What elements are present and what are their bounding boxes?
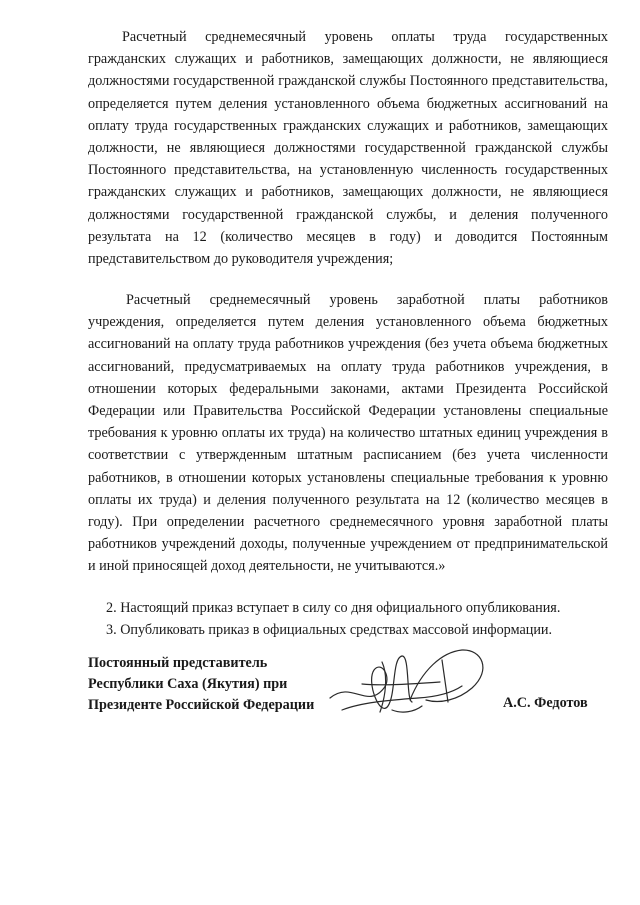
signatory-title-line-1: Постоянный представитель (88, 655, 268, 671)
handwritten-signature (322, 640, 497, 725)
paragraph-salary-institution-workers: Расчетный среднемесячный уровень заработной платы работников учреждения, определяется путем деления установленного объема бюджетных ассигнований на оплату труда работников учреждения (без учета объема бюджетных ассигнований, предусматриваемых на оплату труда работников учреждения, в отношении которых федеральными законами, актами Президента Российской Федерации или Правительства Российской Федерации установлены специальные требования к уровню оплаты их труда) на количество штатных единиц учреждения в соответствии с утвержденным штатным расписанием (без учета численности работников, в отношении которых установлены специальные требования к уровню оплаты их труда) и деления полученного результата на 12 (количество месяцев в году). При определении расчетного среднемесячного уровня заработной платы работников учреждений доходы, полученные учреждением от предпринимательской и иной приносящей доход деятельности, не учитываются.» (88, 292, 608, 575)
list-item-publication: 3. Опубликовать приказ в официальных средствах массовой информации. (106, 622, 553, 638)
signer-name: А.С. Федотов (503, 695, 588, 711)
list-item-effective-date: 2. Настоящий приказ вступает в силу со дня официального опубликования. (106, 600, 561, 616)
paragraph-salary-civil-servants: Расчетный среднемесячный уровень оплаты труда государственных гражданских служащих и работников, замещающих должности, не являющиеся должностями государственной гражданской службы Постоянного представительства, определяется путем деления установленного объема бюджетных ассигнований на оплату труда государственных гражданских служащих и работников, замещающих должности, не являющиеся должностями государственной гражданской службы Постоянного представительства, на установленную численность государственных гражданских служащих и работников, замещающих должности, не являющиеся должностями государственной гражданской службы, и деления полученного результата на 12 (количество месяцев в году) и доводится Постоянным представительством до руководителя учреждения; (88, 29, 608, 268)
signatory-title-line-2: Республики Саха (Якутия) при (88, 676, 288, 692)
signatory-title-line-3: Президенте Российской Федерации (88, 697, 315, 713)
signatory-title (88, 653, 314, 716)
